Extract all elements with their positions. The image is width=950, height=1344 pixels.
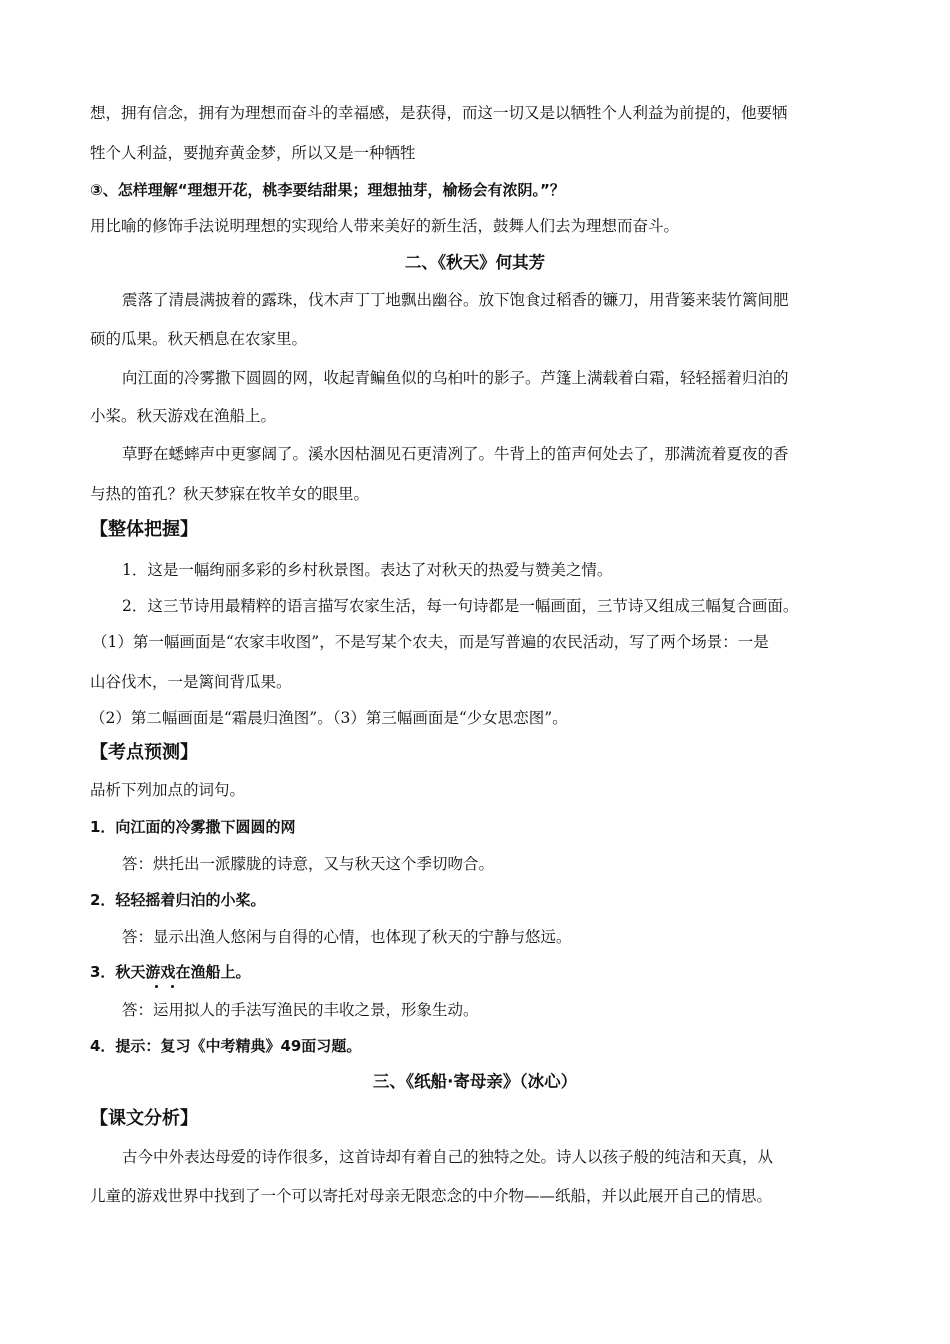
exam-question-1: 1．向江面的冷雾撒下圆圆的网 bbox=[90, 818, 296, 836]
poem-stanza-3-line-1: 草野在蟋蟀声中更寥阔了。溪水因枯涸见石更清冽了。牛背上的笛声何处去了，那满流着夏夜的香 bbox=[122, 445, 789, 463]
exam-tip: 4．提示：复习《中考精典》49面习题。 bbox=[90, 1037, 362, 1055]
exam-heading: 【考点预测】 bbox=[90, 742, 198, 763]
paragraph-line: 想，拥有信念，拥有为理想而奋斗的幸福感，是获得，而这一切又是以牺牲个人利益为前提的，他要牺 bbox=[90, 104, 788, 122]
question-3: ③、怎样理解“理想开花，桃李要结甜果；理想抽芽，榆杨会有浓阴。”？ bbox=[90, 181, 565, 199]
exam-answer-2: 答：显示出渔人悠闲与自得的心情，也体现了秋天的宁静与悠远。 bbox=[122, 928, 572, 946]
emphasis-dot bbox=[171, 985, 174, 988]
text-analysis-heading: 【课文分析】 bbox=[90, 1108, 198, 1129]
section-3-title: 三、《纸船·寄母亲》（冰心） bbox=[372, 1072, 578, 1091]
question-3-answer: 用比喻的修饰手法说明理想的实现给人带来美好的新生活，鼓舞人们去为理想而奋斗。 bbox=[90, 217, 680, 235]
poem-stanza-1-line-1: 震落了清晨满披着的露珠，伐木声丁丁地飘出幽谷。放下饱食过稻香的镰刀，用背篓来装竹篱间肥 bbox=[122, 291, 789, 309]
exam-question-3: 3．秋天游戏在渔船上。 bbox=[90, 963, 251, 981]
exam-answer-3: 答：运用拟人的手法写渔民的丰收之景，形象生动。 bbox=[122, 1001, 479, 1019]
analysis-line-2: 儿童的游戏世界中找到了一个可以寄托对母亲无限恋念的中介物——纸船，并以此展开自己的情思。 bbox=[90, 1187, 773, 1205]
overall-point-1: 1．这是一幅绚丽多彩的乡村秋景图。表达了对秋天的热爱与赞美之情。 bbox=[122, 561, 613, 579]
paragraph-line: 牲个人利益，要抛弃黄金梦，所以又是一种牺牲 bbox=[90, 144, 416, 162]
poem-stanza-1-line-2: 硕的瓜果。秋天栖息在农家里。 bbox=[90, 330, 308, 348]
poem-stanza-2-line-2: 小桨。秋天游戏在渔船上。 bbox=[90, 407, 277, 425]
overall-point-3-line-1: （1）第一幅画面是“农家丰收图”，不是写某个农夫，而是写普遍的农民活动，写了两个场景：一是 bbox=[92, 633, 769, 651]
section-2-title: 二、《秋天》何其芳 bbox=[404, 253, 546, 272]
exam-intro: 品析下列加点的词句。 bbox=[90, 781, 246, 799]
overall-point-4: （2）第二幅画面是“霜晨归渔图”。（3）第三幅画面是“少女思恋图”。 bbox=[90, 709, 568, 727]
overall-heading: 【整体把握】 bbox=[90, 519, 198, 540]
exam-answer-1: 答：烘托出一派朦胧的诗意，又与秋天这个季切吻合。 bbox=[122, 855, 495, 873]
poem-stanza-3-line-2: 与热的笛孔？秋天梦寐在牧羊女的眼里。 bbox=[90, 485, 370, 503]
emphasis-dot bbox=[155, 985, 158, 988]
overall-point-3-line-2: 山谷伐木，一是篱间背瓜果。 bbox=[90, 673, 292, 691]
analysis-line-1: 古今中外表达母爱的诗作很多，这首诗却有着自己的独特之处。诗人以孩子般的纯洁和天真，从 bbox=[122, 1148, 774, 1166]
overall-point-2: 2．这三节诗用最精粹的语言描写农家生活，每一句诗都是一幅画面，三节诗又组成三幅复合画面。 bbox=[122, 597, 799, 615]
exam-question-2: 2．轻轻摇着归泊的小桨。 bbox=[90, 891, 266, 909]
poem-stanza-2-line-1: 向江面的冷雾撒下圆圆的网，收起青鳊鱼似的乌桕叶的影子。芦篷上满载着白霜，轻轻摇着归泊的 bbox=[122, 369, 789, 387]
